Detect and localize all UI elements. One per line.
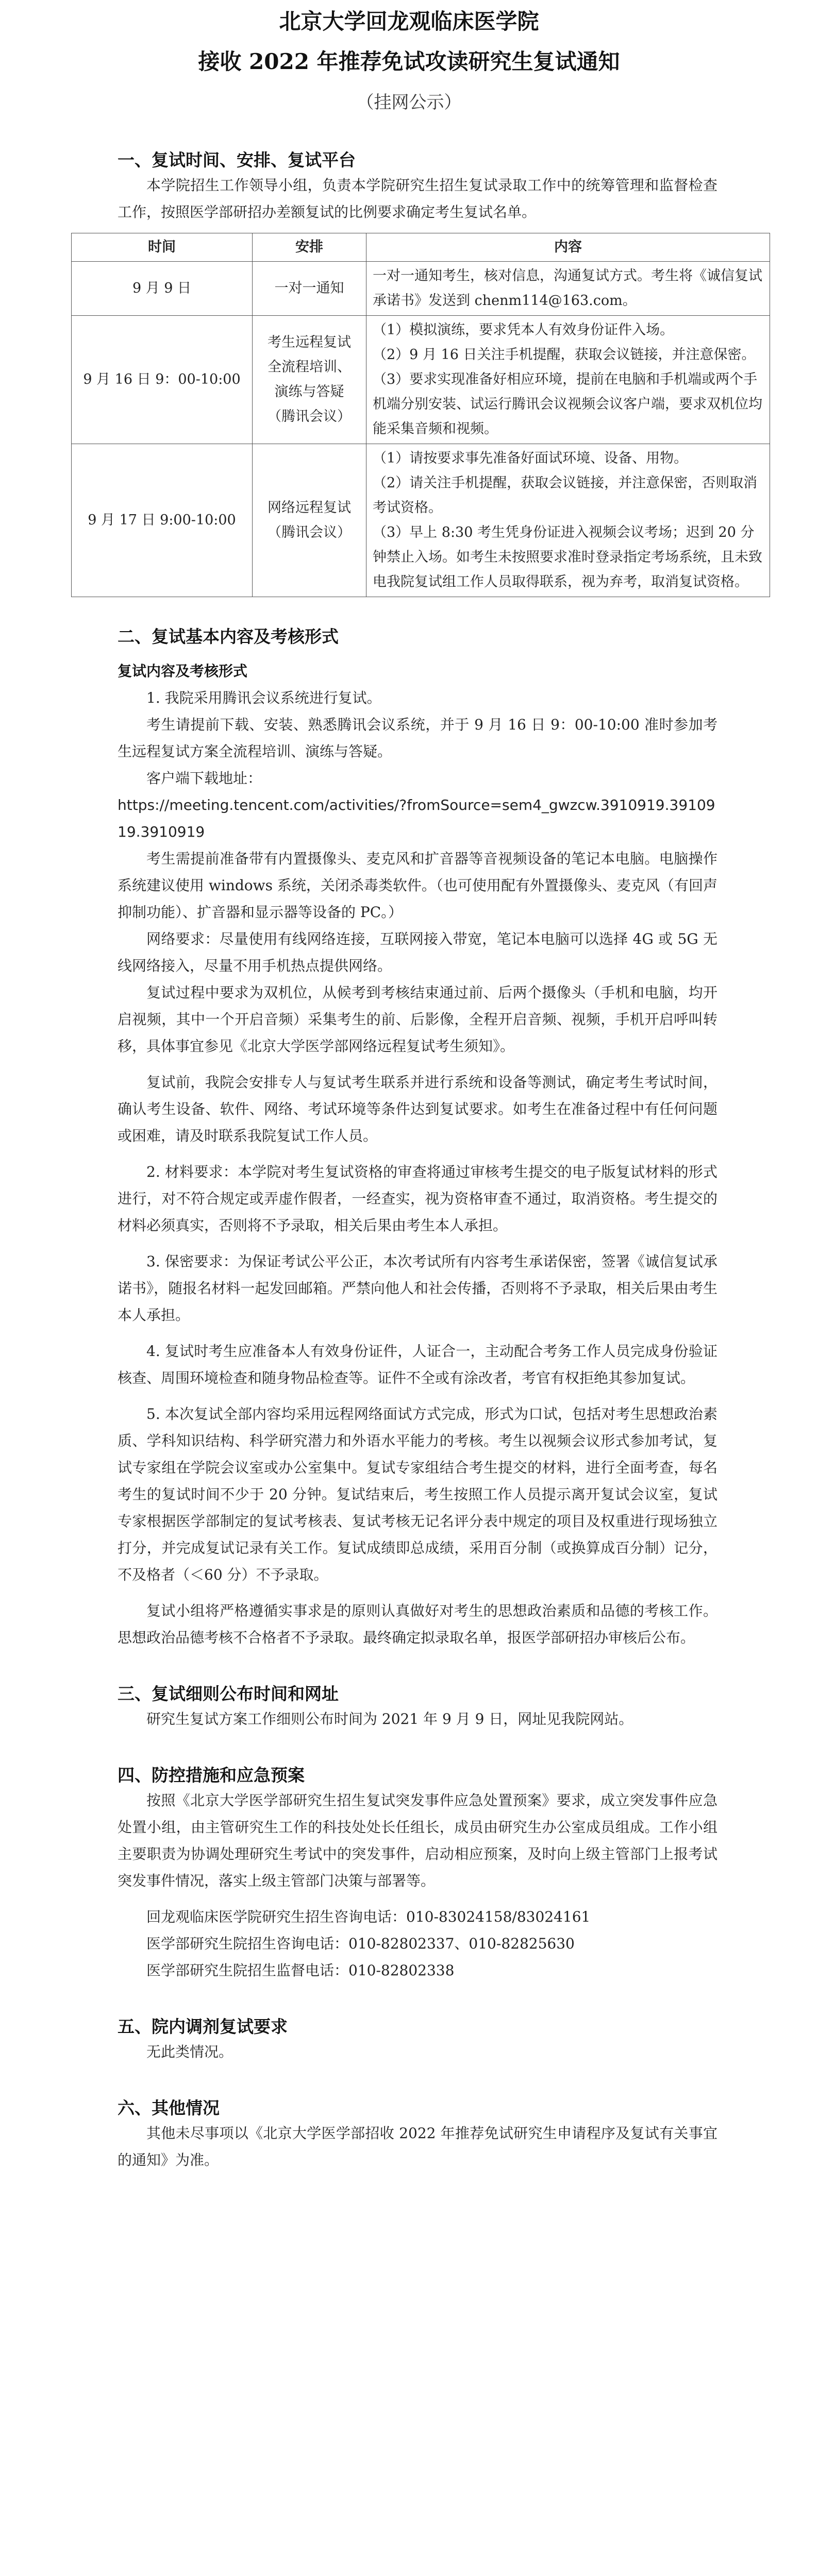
- section-2-paragraph: 考生请提前下载、安装、熟悉腾讯会议系统，并于 9 月 16 日 9：00-10:00 准时参加考生远程复试方案全流程培训、演练与答疑。: [118, 716, 717, 760]
- section-2-paragraph: 网络要求：尽量使用有线网络连接，互联网接入带宽，笔记本电脑可以选择 4G 或 5G 无线网络接入，尽量不用手机热点提供网络。: [118, 930, 717, 974]
- section-2-paragraph: 考生需提前准备带有内置摄像头、麦克风和扩音器等音视频设备的笔记本电脑。电脑操作系统建议使用 windows 系统，关闭杀毒类软件。（也可使用配有外置摄像头、麦克风（有回声抑制功能）、扩音器和显示器等设备的 PC。）: [118, 850, 717, 921]
- row-3-arrangement-line: 网络远程复试: [268, 500, 351, 516]
- section-1-heading: 一、复试时间、安排、复试平台: [118, 150, 356, 170]
- section-5-heading: 五、院内调剂复试要求: [118, 2016, 288, 2037]
- section-2-heading: 二、复试基本内容及考核形式: [118, 626, 339, 647]
- row-2-content-item: （2）9 月 16 日关注手机提醒，获取会议链接，并注意保密。: [373, 347, 756, 363]
- section-5-paragraph: 无此类情况。: [146, 2043, 233, 2060]
- column-header-arrangement: 安排: [253, 233, 366, 262]
- column-header-content: 内容: [366, 233, 770, 262]
- row-3-content-item: （2）请关注手机提醒，获取会议链接，并注意保密，否则取消考试资格。: [373, 475, 758, 516]
- row-2-arrangement-line: 全流程培训、: [268, 359, 351, 375]
- contact-phone-supervision: 医学部研究生院招生监督电话：010-82802338: [146, 1962, 455, 1979]
- schedule-table-header-row: [72, 233, 770, 262]
- row-1-arrangement-line: 一对一通知: [274, 280, 344, 296]
- document-subtitle: （挂网公示）: [356, 92, 462, 113]
- schedule-table: [71, 233, 770, 597]
- document-title-institution: 北京大学回龙观临床医学院: [279, 9, 539, 34]
- contact-phone-hospital: 回龙观临床医学院研究生招生咨询电话：010-83024158/83024161: [146, 1908, 591, 1925]
- row-2-arrangement-line: 考生远程复试: [268, 334, 351, 350]
- table-row: [72, 316, 770, 444]
- row-1-time: 9 月 9 日: [72, 262, 253, 316]
- row-1-content: [366, 262, 770, 316]
- contact-phone-admissions: 医学部研究生院招生咨询电话：010-82802337、010-82825630: [146, 1935, 575, 1952]
- row-2-content-item: （3）要求实现准备好相应环境，提前在电脑和手机端或两个手机端分别安装、试运行腾讯会议视频会议客户端，要求双机位均能采集音频和视频。: [373, 371, 762, 437]
- row-2-arrangement-line: （腾讯会议）: [268, 409, 351, 425]
- section-2-paragraph: 复试过程中要求为双机位，从候考到考核结束通过前、后两个摄像头（手机和电脑，均开启视频，其中一个开启音频）采集考生的前、后影像，全程开启音频、视频，手机开启呼叫转移，具体事宜参见《北京大学医学部网络远程复试考生须知》。: [118, 984, 717, 1055]
- section-3-heading: 三、复试细则公布时间和网址: [118, 1684, 339, 1704]
- column-header-time: 时间: [72, 233, 253, 262]
- section-2-paragraph: 4. 复试时考生应准备本人有效身份证件，人证合一，主动配合考务工作人员完成身份验证核查、周围环境检查和随身物品检查等。证件不全或有涂改者，考官有权拒绝其参加复试。: [118, 1343, 717, 1386]
- section-6-heading: 六、其他情况: [118, 2098, 220, 2118]
- row-3-content-item: （1）请按要求事先准备好面试环境、设备、用物。: [373, 450, 688, 466]
- row-2-content: [366, 316, 770, 444]
- section-2-paragraph: 3. 保密要求：为保证考试公平公正，本次考试所有内容考生承诺保密，签署《诚信复试承诺书》，随报名材料一起发回邮箱。严禁向他人和社会传播，否则将不予录取，相关后果由考生本人承担。: [118, 1253, 717, 1324]
- row-2-arrangement: [253, 316, 366, 444]
- row-3-time: 9 月 17 日 9:00-10:00: [72, 444, 253, 597]
- row-1-content-line: 一对一通知考生，核对信息，沟通复试方式。考生将《诚信复试承诺书》发送到 chenm114@163.com。: [373, 268, 762, 309]
- section-3-paragraph: 研究生复试方案工作细则公布时间为 2021 年 9 月 9 日，网址见我院网站。: [146, 1710, 633, 1727]
- row-2-time: 9 月 16 日 9：00-10:00: [72, 316, 253, 444]
- document-body: [83, 148, 762, 2174]
- row-2-content-item: （1）模拟演练，要求凭本人有效身份证件入场。: [373, 322, 674, 338]
- section-2-paragraph: 复试小组将严格遵循实事求是的原则认真做好对考生的思想政治素质和品德的考核工作。思想政治品德考核不合格者不予录取。最终确定拟录取名单，报医学部研招办审核后公布。: [118, 1602, 717, 1646]
- row-3-content-item: （3）早上 8:30 考生凭身份证进入视频会议考场；迟到 20 分钟禁止入场。如考生未按照要求准时登录指定考场系统，且未致电我院复试组工作人员取得联系，视为弃考，取消复试资格。: [373, 524, 762, 590]
- row-1-arrangement: [253, 262, 366, 316]
- section-4-heading: 四、防控措施和应急预案: [118, 1765, 305, 1785]
- section-2-paragraph: 复试前，我院会安排专人与复试考生联系并进行系统和设备等测试，确定考生考试时间，确认考生设备、软件、网络、考试环境等条件达到复试要求。如考生在准备过程中有任何问题或困难，请及时联系我院复试工作人员。: [118, 1074, 717, 1144]
- table-row: [72, 444, 770, 597]
- row-3-arrangement: [253, 444, 366, 597]
- row-2-arrangement-line: 演练与答疑: [274, 384, 344, 400]
- document-title-notice: 接收 2022 年推荐免试攻读研究生复试通知: [198, 49, 620, 74]
- section-2-paragraph: 客户端下载地址：: [146, 770, 262, 787]
- section-2-paragraph: 1. 我院采用腾讯会议系统进行复试。: [146, 689, 381, 706]
- table-row: [72, 262, 770, 316]
- section-4-paragraph: 按照《北京大学医学部研究生招生复试突发事件应急处置预案》要求，成立突发事件应急处置小组，由主管研究生工作的科技处处长任组长，成员由研究生办公室成员组成。工作小组主要职责为协调处理研究生考试中的突发事件，启动相应预案，及时向上级主管部门上报考试突发事件情况，落实上级主管部门决策与部署等。: [118, 1792, 717, 1889]
- row-3-arrangement-line: （腾讯会议）: [268, 524, 351, 540]
- section-2-paragraph: 5. 本次复试全部内容均采用远程网络面试方式完成，形式为口试，包括对考生思想政治素质、学科知识结构、科学研究潜力和外语水平能力的考核。考生以视频会议形式参加考试，复试专家组在学院会议室或办公室集中。复试专家组结合考生提交的材料，进行全面考查，每名考生的复试时间不少于 20 分钟。复试结束后，考生按照工作人员提示离开复试会议室，复试专家根据医学部制定的复试考核表、复试考核无记名评分表中规定的项目及权重进行现场独立打分，并完成复试记录有关工作。复试成绩即总成绩，采用百分制（或换算成百分制）记分，不及格者（＜60 分）不予录取。: [118, 1405, 717, 1583]
- section-2-paragraph: 2. 材料要求：本学院对考生复试资格的审查将通过审核考生提交的电子版复试材料的形式进行，对不符合规定或弄虚作假者，一经查实，视为资格审查不通过，取消资格。考生提交的材料必须真实，否则将不予录取，相关后果由考生本人承担。: [118, 1163, 717, 1234]
- client-download-link[interactable]: https://meeting.tencent.com/activities/?fromSource=sem4_gwzcw.3910919.3910919.3910919: [118, 796, 715, 840]
- row-3-content: [366, 444, 770, 597]
- section-6-paragraph: 其他未尽事项以《北京大学医学部招收 2022 年推荐免试研究生申请程序及复试有关事宜的通知》为准。: [118, 2125, 717, 2168]
- section-2-subheading: 复试内容及考核形式: [118, 663, 248, 680]
- section-1-intro: 本学院招生工作领导小组，负责本学院研究生招生复试录取工作中的统筹管理和监督检查工作，按照医学部研招办差额复试的比例要求确定考生复试名单。: [118, 177, 717, 221]
